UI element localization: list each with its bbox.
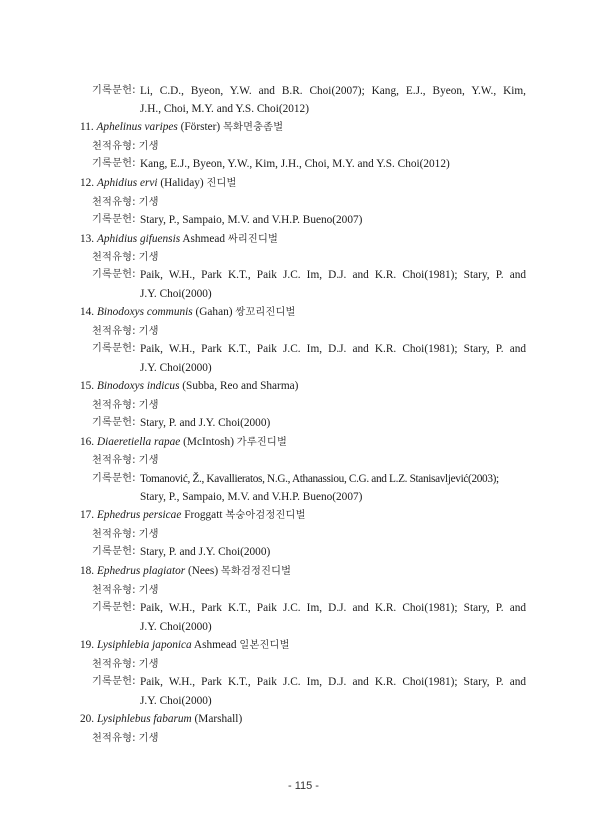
references-label: 기록문헌:	[92, 417, 136, 428]
korean-name: 싸리진디벌	[227, 234, 279, 245]
host-type-value: 기생	[138, 659, 159, 670]
host-type-row	[92, 527, 159, 542]
references-label: 기록문헌:	[92, 158, 136, 169]
references-text: Stary, P. and J.Y. Choi(2000)	[140, 546, 271, 558]
references-text: Paik, W.H., Park K.T., Paik J.C. Im, D.J. and K.R. Choi(1981); Stary, P. and	[140, 602, 526, 614]
host-type-value: 기생	[138, 585, 159, 596]
korean-name: 가루진디벌	[236, 437, 288, 448]
host-type-row	[92, 657, 159, 672]
host-type-value: 기생	[138, 252, 159, 263]
scientific-name: Lysiphlebia japonica	[96, 639, 192, 651]
references-text: Li, C.D., Byeon, Y.W. and B.R. Choi(2007); Kang, E.J., Byeon, Y.W., Kim,	[140, 85, 526, 97]
korean-name: 복숭아검정진디벌	[225, 510, 306, 521]
host-type-row	[92, 453, 159, 468]
host-type-value: 기생	[138, 733, 159, 744]
references-text-cont: J.Y. Choi(2000)	[140, 621, 212, 633]
entry-number: 17.	[80, 509, 95, 521]
host-type-label: 천적유형:	[92, 733, 136, 744]
host-type-row	[92, 250, 159, 265]
references-text: Paik, W.H., Park K.T., Paik J.C. Im, D.J. and K.R. Choi(1981); Stary, P. and	[140, 343, 526, 355]
host-type-label: 천적유형:	[92, 252, 136, 263]
host-type-value: 기생	[138, 529, 159, 540]
references-label: 기록문헌:	[92, 269, 136, 280]
scientific-name: Aphidius gifuensis	[96, 233, 181, 245]
host-type-row	[92, 195, 159, 210]
host-type-value: 기생	[138, 400, 159, 411]
entry-number: 20.	[80, 713, 95, 725]
scientific-name: Binodoxys communis	[96, 306, 193, 318]
korean-name: 일본진디벌	[239, 640, 290, 651]
references-text-cont: J.H., Choi, M.Y. and Y.S. Choi(2012)	[140, 103, 309, 115]
host-type-row	[92, 731, 159, 746]
entry-number: 18.	[80, 565, 95, 577]
references-label: 기록문헌:	[92, 343, 136, 354]
author-name: Froggatt	[184, 509, 223, 521]
entry-number: 14.	[80, 306, 95, 318]
scientific-name: Ephedrus plagiator	[96, 565, 186, 577]
host-type-label: 천적유형:	[92, 326, 136, 337]
references-text: Kang, E.J., Byeon, Y.W., Kim, J.H., Choi, M.Y. and Y.S. Choi(2012)	[140, 158, 450, 170]
references-text: Tomanović, Ž., Kavallieratos, N.G., Athanassiou, C.G. and L.Z. Stanisavljević(2003);	[140, 473, 499, 485]
host-type-label: 천적유형:	[92, 455, 136, 466]
references-label: 기록문헌:	[92, 473, 136, 484]
references-label: 기록문헌:	[92, 214, 136, 225]
references-text: Stary, P., Sampaio, M.V. and V.H.P. Bueno(2007)	[140, 214, 363, 226]
host-type-label: 천적유형:	[92, 141, 136, 152]
species-entry-title	[80, 508, 306, 523]
host-type-value: 기생	[138, 455, 159, 466]
entry-number: 19.	[80, 639, 95, 651]
page-number: - 115 -	[288, 780, 319, 792]
host-type-value: 기생	[138, 197, 159, 208]
species-entry-title	[80, 232, 278, 247]
host-type-value: 기생	[138, 326, 159, 337]
host-type-label: 천적유형:	[92, 400, 136, 411]
scientific-name: Lysiphlebus fabarum	[96, 713, 192, 725]
host-type-row	[92, 583, 159, 598]
host-type-label: 천적유형:	[92, 585, 136, 596]
species-entry-title	[80, 435, 287, 450]
references-text-cont: J.Y. Choi(2000)	[140, 695, 212, 707]
host-type-row	[92, 324, 159, 339]
species-entry-title	[80, 176, 237, 191]
references-text-cont: J.Y. Choi(2000)	[140, 288, 212, 300]
entry-number: 11.	[80, 121, 94, 133]
species-entry-title	[80, 120, 283, 135]
references-label: 기록문헌:	[92, 546, 136, 557]
references-text: Stary, P. and J.Y. Choi(2000)	[140, 417, 271, 429]
host-type-label: 천적유형:	[92, 529, 136, 540]
references-label: 기록문헌:	[92, 676, 136, 687]
species-entry-title	[80, 712, 242, 726]
host-type-label: 천적유형:	[92, 659, 136, 670]
species-entry-title	[80, 564, 291, 579]
korean-name: 목화면충좀벌	[222, 122, 284, 133]
references-text: Paik, W.H., Park K.T., Paik J.C. Im, D.J. and K.R. Choi(1981); Stary, P. and	[140, 269, 526, 281]
korean-name: 진디벌	[206, 178, 237, 189]
author-name: (Förster)	[180, 121, 221, 133]
references-label: 기록문헌:	[92, 602, 136, 613]
entry-number: 12.	[80, 177, 95, 189]
references-label: 기록문헌:	[92, 85, 136, 96]
author-name: Ashmead	[182, 233, 225, 245]
species-entry-title	[80, 379, 298, 393]
entry-number: 13.	[80, 233, 95, 245]
scientific-name: Aphidius ervi	[96, 177, 158, 189]
entry-number: 16.	[80, 436, 95, 448]
references-text: Paik, W.H., Park K.T., Paik J.C. Im, D.J. and K.R. Choi(1981); Stary, P. and	[140, 676, 526, 688]
author-name: (Marshall)	[194, 713, 243, 725]
scientific-name: Ephedrus persicae	[96, 509, 182, 521]
host-type-row	[92, 398, 159, 413]
host-type-row	[92, 139, 159, 154]
korean-name: 목화검정진디벌	[220, 566, 292, 577]
references-text-cont: J.Y. Choi(2000)	[140, 362, 212, 374]
entry-number: 15.	[80, 380, 95, 392]
species-entry-title	[80, 305, 296, 320]
author-name: (Nees)	[187, 565, 219, 577]
author-name: (Subba, Reo and Sharma)	[182, 380, 299, 392]
author-name: (Gahan)	[195, 306, 233, 318]
scientific-name: Binodoxys indicus	[96, 380, 180, 392]
author-name: (Haliday)	[160, 177, 204, 189]
scientific-name: Diaeretiella rapae	[96, 436, 181, 448]
author-name: Ashmead	[193, 639, 237, 651]
references-text-cont: Stary, P., Sampaio, M.V. and V.H.P. Bueno(2007)	[140, 491, 363, 503]
host-type-label: 천적유형:	[92, 197, 136, 208]
scientific-name: Aphelinus varipes	[96, 121, 178, 133]
host-type-value: 기생	[138, 141, 159, 152]
species-entry-title	[80, 638, 290, 653]
author-name: (McIntosh)	[183, 436, 234, 448]
korean-name: 쌍꼬리진디벌	[235, 307, 296, 318]
